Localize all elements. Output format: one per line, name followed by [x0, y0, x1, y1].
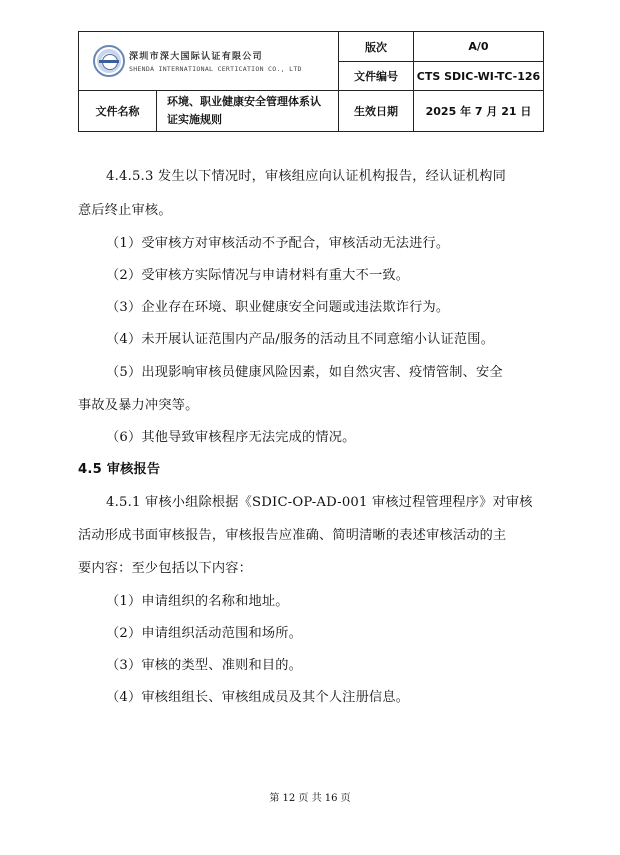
- paragraph-line: 活动形成书面审核报告，审核报告应准确、简明清晰的表述审核活动的主: [78, 528, 507, 543]
- effective-date-value: 2025 年 7 月 21 日: [414, 91, 544, 132]
- document-header-table: [78, 31, 544, 132]
- list-item: （1）申请组织的名称和地址。: [106, 594, 289, 609]
- paragraph-line: 4.5.1 审核小组除根据《SDIC-OP-AD-001 审核过程管理程序》对审核: [106, 495, 533, 510]
- company-name-cn: 深圳市深大国际认证有限公司: [129, 52, 263, 62]
- list-item: （2）申请组织活动范围和场所。: [106, 626, 303, 641]
- list-item-continuation: 事故及暴力冲突等。: [78, 398, 199, 413]
- list-item: （6）其他导致审核程序无法完成的情况。: [106, 430, 356, 445]
- doc-name-label: 文件名称: [79, 91, 157, 132]
- company-name-en: SHENDA INTERNATIONAL CERTICATION CO., LTD: [129, 65, 302, 73]
- company-seal-icon: [93, 45, 125, 77]
- paragraph-line: 要内容：至少包括以下内容：: [78, 561, 253, 576]
- paragraph-line: 4.4.5.3 发生以下情况时，审核组应向认证机构报告，经认证机构同: [106, 169, 507, 184]
- section-heading: 4.5 审核报告: [78, 462, 161, 477]
- company-logo-cell: [79, 32, 339, 91]
- page-number: 第 12 页 共 16 页: [269, 793, 351, 804]
- doc-name-value: 环境、职业健康安全管理体系认证实施规则: [157, 91, 339, 132]
- effective-date-label: 生效日期: [339, 91, 414, 132]
- version-value: A/0: [414, 32, 544, 62]
- list-item: （2）受审核方实际情况与申请材料有重大不一致。: [106, 268, 410, 283]
- version-label: 版次: [339, 32, 414, 62]
- doc-number-label: 文件编号: [339, 62, 414, 91]
- list-item: （1）受审核方对审核活动不予配合，审核活动无法进行。: [106, 236, 450, 251]
- doc-number-value: CTS SDIC-WI-TC-126: [414, 62, 544, 91]
- list-item: （4）未开展认证范围内产品/服务的活动且不同意缩小认证范围。: [106, 332, 495, 347]
- paragraph-line: 意后终止审核。: [78, 203, 172, 218]
- list-item: （3）审核的类型、准则和目的。: [106, 658, 303, 673]
- list-item: （3）企业存在环境、职业健康安全问题或违法欺诈行为。: [106, 300, 450, 315]
- list-item: （4）审核组组长、审核组成员及其个人注册信息。: [106, 690, 410, 705]
- list-item: （5）出现影响审核员健康风险因素，如自然灾害、疫情管制、安全: [106, 365, 503, 380]
